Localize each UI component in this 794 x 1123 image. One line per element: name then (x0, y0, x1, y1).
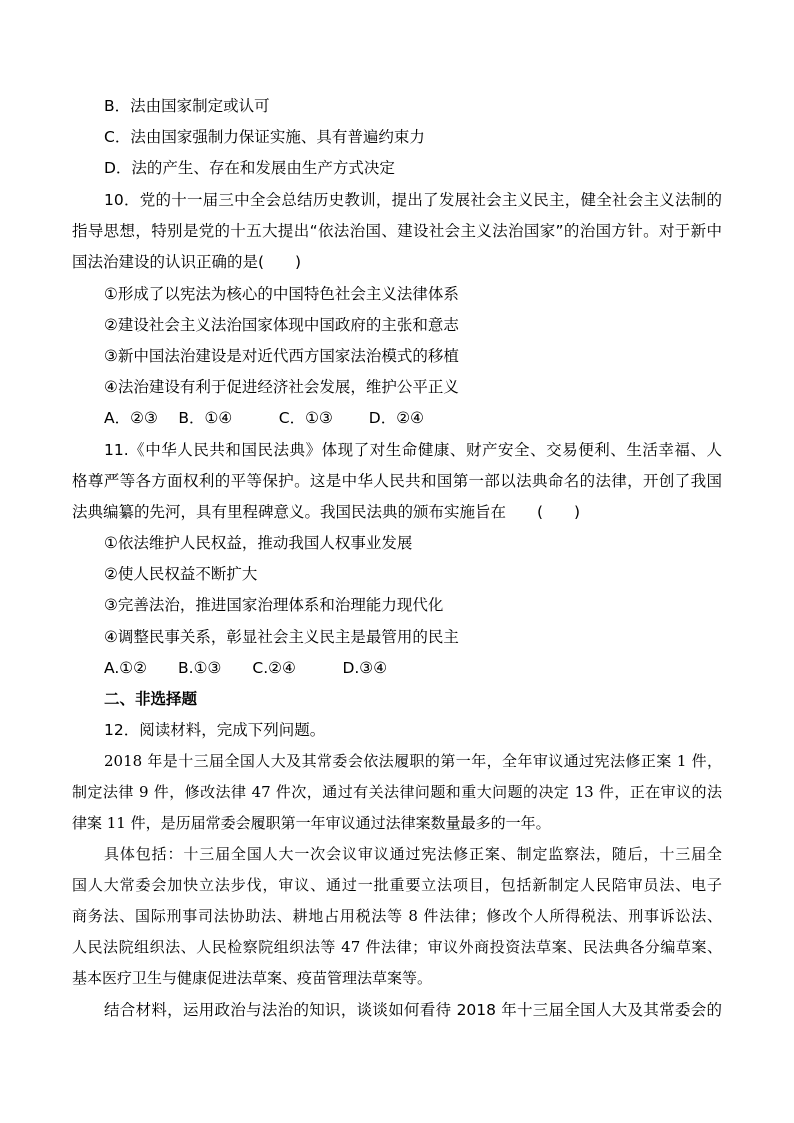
q11-stem-line-2: 格尊严等各方面权利的平等保护。这是中华人民共和国第一部以法典命名的法律，开创了我国 (72, 472, 722, 490)
q12-material-para2-line-2: 国人大常委会加快立法步伐，审议、通过一批重要立法项目，包括新制定人民陪审员法、电子 (72, 876, 722, 894)
q12-material-para2-line-1: 具体包括：十三届全国人大一次会议审议通过宪法修正案、制定监察法，随后，十三届全 (104, 845, 722, 863)
q9-option-b: B．法由国家制定或认可 (104, 97, 270, 115)
q10-item-4: ④法治建设有利于促进经济社会发展，维护公平正义 (104, 378, 459, 396)
q10-item-1: ①形成了以宪法为核心的中国特色社会主义法律体系 (104, 285, 459, 303)
q12-material-para2-line-3: 商务法、国际刑事司法协助法、耕地占用税法等 8 件法律；修改个人所得税法、刑事诉讼法、 (72, 907, 722, 925)
q10-answer-options: A．②③ B．①④ C．①③ D．②④ (104, 409, 425, 427)
q10-stem-line-3: 国法治建设的认识正确的是( ) (72, 253, 302, 271)
q9-option-c: C．法由国家强制力保证实施、具有普遍约束力 (104, 128, 425, 146)
q12-question: 结合材料，运用政治与法治的知识，谈谈如何看待 2018 年十三届全国人大及其常委会的 (104, 1001, 722, 1019)
q11-stem-line-3: 法典编纂的先河，具有里程碑意义。我国民法典的颁布实施旨在 ( ) (72, 503, 581, 521)
q12-material-para1-line-3: 律案 11 件，是历届常委会履职第一年审议通过法律案数量最多的一年。 (72, 814, 551, 832)
q11-stem-line-1: 11.《中华人民共和国民法典》体现了对生命健康、财产安全、交易便利、生活幸福、人 (104, 441, 722, 459)
q10-item-2: ②建设社会主义法治国家体现中国政府的主张和意志 (104, 316, 459, 334)
q12-material-para1-line-2: 制定法律 9 件，修改法律 47 件次，通过有关法律问题和重大问题的决定 13 件，正在审议的法 (72, 783, 722, 801)
q10-stem-line-1: 10．党的十一届三中全会总结历史教训，提出了发展社会主义民主，健全社会主义法制的 (104, 191, 722, 209)
q11-answer-options: A.①② B.①③ C.②④ D.③④ (104, 659, 388, 677)
q10-item-3: ③新中国法治建设是对近代西方国家法治模式的移植 (104, 347, 459, 365)
q11-item-2: ②使人民权益不断扩大 (104, 565, 258, 583)
section-heading-non-choice: 二、非选择题 (104, 690, 198, 708)
q9-option-d: D．法的产生、存在和发展由生产方式决定 (104, 159, 395, 177)
q12-prompt: 12．阅读材料，完成下列问题。 (104, 721, 326, 739)
q11-item-1: ①依法维护人民权益，推动我国人权事业发展 (104, 534, 413, 552)
q10-stem-line-2: 指导思想，特别是党的十五大提出“依法治国、建设社会主义法治国家”的治国方针。对于新中 (72, 222, 722, 240)
q11-item-4: ④调整民事关系，彰显社会主义民主是最管用的民主 (104, 628, 459, 646)
q12-material-para2-line-5: 基本医疗卫生与健康促进法草案、疫苗管理法草案等。 (72, 969, 433, 987)
q12-material-para2-line-4: 人民法院组织法、人民检察院组织法等 47 件法律；审议外商投资法草案、民法典各分编草案、 (72, 938, 722, 956)
q12-material-para1-line-1: 2018 年是十三届全国人大及其常委会依法履职的第一年，全年审议通过宪法修正案 1 件， (104, 752, 722, 770)
q11-item-3: ③完善法治，推进国家治理体系和治理能力现代化 (104, 596, 444, 614)
